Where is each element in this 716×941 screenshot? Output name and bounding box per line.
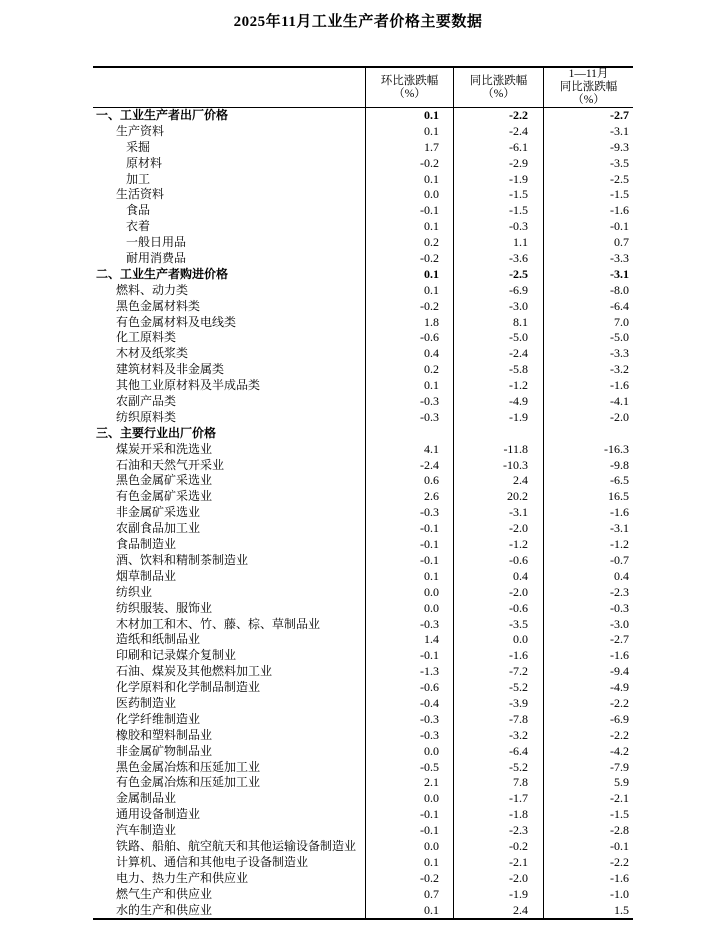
table-row xyxy=(93,283,633,299)
table-row xyxy=(93,855,633,871)
row-label: 燃气生产和供应业 xyxy=(116,886,213,901)
value-mom: 0.1 xyxy=(365,219,453,235)
value-mom: -0.1 xyxy=(365,823,453,839)
row-label: 化学原料和化学制品制造业 xyxy=(116,680,261,695)
value-ytd: -1.6 xyxy=(543,648,633,664)
value-yoy: -11.8 xyxy=(453,442,543,458)
value-mom xyxy=(365,426,453,442)
value-yoy: -2.5 xyxy=(453,267,543,283)
row-label: 酒、饮料和精制茶制造业 xyxy=(116,552,249,567)
header-ytd-column xyxy=(543,68,633,107)
row-label: 黑色金属冶炼和压延加工业 xyxy=(116,759,261,774)
table-row xyxy=(93,680,633,696)
value-ytd: -3.3 xyxy=(543,346,633,362)
row-label: 汽车制造业 xyxy=(116,823,177,838)
value-yoy xyxy=(453,426,543,442)
row-label: 木材及纸浆类 xyxy=(116,346,189,361)
table-row xyxy=(93,775,633,791)
value-mom: 0.0 xyxy=(365,839,453,855)
value-ytd: -2.3 xyxy=(543,585,633,601)
row-label: 纺织原料类 xyxy=(116,409,177,424)
value-ytd: -3.1 xyxy=(543,267,633,283)
table-row xyxy=(93,346,633,362)
header-mom-line2: （%） xyxy=(393,87,426,100)
value-ytd: -3.0 xyxy=(543,617,633,633)
value-ytd: -2.0 xyxy=(543,410,633,426)
value-yoy: -2.4 xyxy=(453,124,543,140)
value-ytd: -7.9 xyxy=(543,760,633,776)
table-row xyxy=(93,712,633,728)
header-ytd-line2: 同比涨跌幅 xyxy=(559,81,618,93)
value-ytd: 1.5 xyxy=(543,903,633,919)
value-yoy: 0.4 xyxy=(453,569,543,585)
row-label: 黑色金属矿采选业 xyxy=(116,473,213,488)
row-label: 有色金属冶炼和压延加工业 xyxy=(116,775,261,790)
table-row xyxy=(93,521,633,537)
value-mom: 0.1 xyxy=(365,378,453,394)
value-mom: -0.2 xyxy=(365,299,453,315)
row-label: 非金属矿采选业 xyxy=(116,505,201,520)
value-ytd: 16.5 xyxy=(543,489,633,505)
value-ytd: -9.8 xyxy=(543,458,633,474)
row-label: 铁路、船舶、航空航天和其他运输设备制造业 xyxy=(116,838,357,853)
value-ytd: -0.1 xyxy=(543,219,633,235)
row-label: 农副产品类 xyxy=(116,394,177,409)
row-label: 电力、热力生产和供应业 xyxy=(116,870,249,885)
value-mom: -0.3 xyxy=(365,728,453,744)
value-mom: 2.1 xyxy=(365,775,453,791)
row-label: 化工原料类 xyxy=(116,330,177,345)
table-row xyxy=(93,632,633,648)
value-mom: 0.1 xyxy=(365,903,453,919)
row-label: 采掘 xyxy=(126,139,151,154)
value-yoy: -3.2 xyxy=(453,728,543,744)
table-row xyxy=(93,156,633,172)
value-ytd: -2.2 xyxy=(543,696,633,712)
value-ytd: -2.2 xyxy=(543,855,633,871)
table-row xyxy=(93,553,633,569)
table-row xyxy=(93,648,633,664)
header-yoy-line1: 同比涨跌幅 xyxy=(469,74,528,87)
row-label: 纺织业 xyxy=(116,584,153,599)
header-label-column xyxy=(93,68,365,107)
value-yoy: -1.8 xyxy=(453,807,543,823)
row-label: 食品 xyxy=(126,203,151,218)
value-mom: -0.1 xyxy=(365,203,453,219)
value-yoy: -1.2 xyxy=(453,378,543,394)
value-mom: -0.6 xyxy=(365,330,453,346)
table-row xyxy=(93,664,633,680)
value-mom: 0.2 xyxy=(365,362,453,378)
header-mom-line1: 环比涨跌幅 xyxy=(380,74,439,87)
value-mom: -0.2 xyxy=(365,871,453,887)
value-ytd: -1.5 xyxy=(543,187,633,203)
value-ytd: -6.4 xyxy=(543,299,633,315)
row-label: 一般日用品 xyxy=(126,235,187,250)
table-row xyxy=(93,569,633,585)
header-ytd-line3: （%） xyxy=(572,94,605,106)
row-label: 橡胶和塑料制品业 xyxy=(116,727,213,742)
table-row xyxy=(93,458,633,474)
row-label: 有色金属矿采选业 xyxy=(116,489,213,504)
table-row xyxy=(93,251,633,267)
value-ytd: -2.8 xyxy=(543,823,633,839)
value-yoy: -1.9 xyxy=(453,410,543,426)
value-yoy: -3.1 xyxy=(453,505,543,521)
value-yoy: -3.0 xyxy=(453,299,543,315)
value-ytd: -9.3 xyxy=(543,140,633,156)
value-mom: 0.1 xyxy=(365,855,453,871)
header-mom-column xyxy=(365,68,453,107)
row-label: 烟草制品业 xyxy=(116,568,177,583)
table-row xyxy=(93,807,633,823)
page-title: 2025年11月工业生产者价格主要数据 xyxy=(233,14,483,30)
value-ytd: -2.1 xyxy=(543,791,633,807)
value-mom: 0.1 xyxy=(365,172,453,188)
table-row xyxy=(93,728,633,744)
value-ytd: -5.0 xyxy=(543,330,633,346)
value-yoy: -5.8 xyxy=(453,362,543,378)
table-row xyxy=(93,839,633,855)
value-mom: 0.1 xyxy=(365,283,453,299)
value-mom: -0.2 xyxy=(365,251,453,267)
value-yoy: -7.2 xyxy=(453,664,543,680)
value-yoy: -1.5 xyxy=(453,187,543,203)
value-mom: 1.7 xyxy=(365,140,453,156)
row-label: 造纸和纸制品业 xyxy=(116,632,201,647)
value-yoy: -2.0 xyxy=(453,871,543,887)
row-label: 石油、煤炭及其他燃料加工业 xyxy=(116,664,273,679)
value-yoy: -0.3 xyxy=(453,219,543,235)
table-row xyxy=(93,601,633,617)
value-mom: -0.3 xyxy=(365,410,453,426)
row-label: 有色金属材料及电线类 xyxy=(116,314,237,329)
value-ytd: -3.5 xyxy=(543,156,633,172)
value-mom: -2.4 xyxy=(365,458,453,474)
value-ytd: 5.9 xyxy=(543,775,633,791)
row-label: 煤炭开采和洗选业 xyxy=(116,441,213,456)
value-yoy: 2.4 xyxy=(453,473,543,489)
value-mom: -0.1 xyxy=(365,521,453,537)
row-label: 医药制造业 xyxy=(116,695,177,710)
table-row xyxy=(93,442,633,458)
table-row xyxy=(93,473,633,489)
value-yoy: -0.6 xyxy=(453,553,543,569)
value-yoy: -3.6 xyxy=(453,251,543,267)
value-ytd xyxy=(543,426,633,442)
value-mom: 2.6 xyxy=(365,489,453,505)
value-mom: -0.5 xyxy=(365,760,453,776)
row-label: 农副食品加工业 xyxy=(116,521,201,536)
value-yoy: -5.0 xyxy=(453,330,543,346)
value-ytd: -4.1 xyxy=(543,394,633,410)
row-label: 生活资料 xyxy=(116,187,165,202)
row-label: 木材加工和木、竹、藤、棕、草制品业 xyxy=(116,616,321,631)
value-mom: -0.1 xyxy=(365,537,453,553)
table-row xyxy=(93,108,633,124)
table-row xyxy=(93,315,633,331)
row-label: 化学纤维制造业 xyxy=(116,711,201,726)
row-label: 水的生产和供应业 xyxy=(116,902,213,917)
row-label: 食品制造业 xyxy=(116,537,177,552)
value-ytd: -9.4 xyxy=(543,664,633,680)
value-ytd: -6.5 xyxy=(543,473,633,489)
value-mom: 1.4 xyxy=(365,632,453,648)
value-yoy: -6.4 xyxy=(453,744,543,760)
value-ytd: -3.2 xyxy=(543,362,633,378)
value-mom: 0.0 xyxy=(365,187,453,203)
value-mom: -0.1 xyxy=(365,553,453,569)
value-yoy: -1.6 xyxy=(453,648,543,664)
row-label: 耐用消费品 xyxy=(126,251,187,266)
row-label: 二、工业生产者购进价格 xyxy=(96,266,229,281)
table-row xyxy=(93,617,633,633)
table-row xyxy=(93,203,633,219)
value-ytd: -8.0 xyxy=(543,283,633,299)
value-mom: 0.4 xyxy=(365,346,453,362)
value-yoy: -1.9 xyxy=(453,887,543,903)
table-row xyxy=(93,140,633,156)
value-mom: 0.1 xyxy=(365,108,453,124)
value-yoy: -2.1 xyxy=(453,855,543,871)
value-yoy: -1.2 xyxy=(453,537,543,553)
table-row xyxy=(93,887,633,903)
value-yoy: 0.0 xyxy=(453,632,543,648)
value-mom: -0.3 xyxy=(365,617,453,633)
value-mom: 1.8 xyxy=(365,315,453,331)
value-mom: 0.6 xyxy=(365,473,453,489)
value-ytd: -1.6 xyxy=(543,378,633,394)
row-label: 一、工业生产者出厂价格 xyxy=(96,108,229,122)
value-mom: -0.3 xyxy=(365,712,453,728)
value-mom: -0.1 xyxy=(365,648,453,664)
row-label: 建筑材料及非金属类 xyxy=(116,362,225,377)
value-ytd: 0.7 xyxy=(543,235,633,251)
value-yoy: -7.8 xyxy=(453,712,543,728)
header-ytd-line1: 1—11月 xyxy=(568,68,609,80)
row-label: 黑色金属材料类 xyxy=(116,298,201,313)
table-row xyxy=(93,362,633,378)
row-label: 其他工业原材料及半成品类 xyxy=(116,378,261,393)
value-mom: -0.2 xyxy=(365,156,453,172)
value-yoy: -10.3 xyxy=(453,458,543,474)
table-row xyxy=(93,410,633,426)
table-row xyxy=(93,299,633,315)
value-yoy: 7.8 xyxy=(453,775,543,791)
value-ytd: -2.7 xyxy=(543,632,633,648)
value-ytd: -4.2 xyxy=(543,744,633,760)
table-body xyxy=(93,108,633,920)
value-yoy: -2.0 xyxy=(453,521,543,537)
value-mom: -1.3 xyxy=(365,664,453,680)
value-yoy: 8.1 xyxy=(453,315,543,331)
table-row xyxy=(93,235,633,251)
value-mom: 0.0 xyxy=(365,791,453,807)
value-yoy: -2.0 xyxy=(453,585,543,601)
row-label: 加工 xyxy=(126,171,151,186)
value-ytd: -3.3 xyxy=(543,251,633,267)
table-row xyxy=(93,267,633,283)
value-ytd: -0.7 xyxy=(543,553,633,569)
table-row xyxy=(93,378,633,394)
value-yoy: -6.1 xyxy=(453,140,543,156)
table-row xyxy=(93,330,633,346)
value-yoy: -6.9 xyxy=(453,283,543,299)
price-data-table xyxy=(93,66,633,920)
value-mom: -0.4 xyxy=(365,696,453,712)
value-ytd: -1.0 xyxy=(543,887,633,903)
value-ytd: -4.9 xyxy=(543,680,633,696)
value-yoy: -4.9 xyxy=(453,394,543,410)
value-ytd: -1.6 xyxy=(543,505,633,521)
table-row xyxy=(93,172,633,188)
table-row xyxy=(93,426,633,442)
table-row xyxy=(93,791,633,807)
row-label: 原材料 xyxy=(126,155,163,170)
value-ytd: -1.6 xyxy=(543,203,633,219)
value-yoy: -0.6 xyxy=(453,601,543,617)
value-yoy: -5.2 xyxy=(453,760,543,776)
row-label: 非金属矿物制品业 xyxy=(116,743,213,758)
value-mom: 0.1 xyxy=(365,569,453,585)
value-yoy: -0.2 xyxy=(453,839,543,855)
value-yoy: -2.3 xyxy=(453,823,543,839)
value-yoy: 1.1 xyxy=(453,235,543,251)
table-row xyxy=(93,394,633,410)
value-ytd: -0.1 xyxy=(543,839,633,855)
row-label: 印刷和记录媒介复制业 xyxy=(116,648,237,663)
table-row xyxy=(93,760,633,776)
value-ytd: -2.7 xyxy=(543,108,633,124)
value-yoy: -2.9 xyxy=(453,156,543,172)
value-ytd: 7.0 xyxy=(543,315,633,331)
value-ytd: -1.6 xyxy=(543,871,633,887)
value-mom: 0.2 xyxy=(365,235,453,251)
row-label: 计算机、通信和其他电子设备制造业 xyxy=(116,854,309,869)
value-mom: 0.0 xyxy=(365,585,453,601)
table-row xyxy=(93,585,633,601)
value-ytd: -0.3 xyxy=(543,601,633,617)
table-row xyxy=(93,489,633,505)
value-yoy: -3.5 xyxy=(453,617,543,633)
table-row xyxy=(93,124,633,140)
value-ytd: -16.3 xyxy=(543,442,633,458)
value-yoy: -1.9 xyxy=(453,172,543,188)
value-yoy: 2.4 xyxy=(453,903,543,919)
value-mom: -0.1 xyxy=(365,807,453,823)
value-mom: -0.6 xyxy=(365,680,453,696)
value-yoy: -1.7 xyxy=(453,791,543,807)
value-ytd: 0.4 xyxy=(543,569,633,585)
table-row xyxy=(93,537,633,553)
table-header xyxy=(93,66,633,108)
value-yoy: 20.2 xyxy=(453,489,543,505)
row-label: 三、主要行业出厂价格 xyxy=(96,425,217,440)
row-label: 衣着 xyxy=(126,219,151,234)
row-label: 金属制品业 xyxy=(116,791,177,806)
value-mom: 0.7 xyxy=(365,887,453,903)
table-row xyxy=(93,903,633,919)
value-yoy: -2.2 xyxy=(453,108,543,124)
value-yoy: -5.2 xyxy=(453,680,543,696)
row-label: 生产资料 xyxy=(116,123,165,138)
value-ytd: -1.2 xyxy=(543,537,633,553)
value-yoy: -2.4 xyxy=(453,346,543,362)
value-ytd: -3.1 xyxy=(543,521,633,537)
table-row xyxy=(93,505,633,521)
value-yoy: -1.5 xyxy=(453,203,543,219)
row-label: 燃料、动力类 xyxy=(116,282,189,297)
value-ytd: -3.1 xyxy=(543,124,633,140)
row-label: 石油和天然气开采业 xyxy=(116,457,225,472)
value-mom: 0.0 xyxy=(365,601,453,617)
table-row xyxy=(93,219,633,235)
value-ytd: -6.9 xyxy=(543,712,633,728)
row-label: 纺织服装、服饰业 xyxy=(116,600,213,615)
table-row xyxy=(93,871,633,887)
value-mom: 0.1 xyxy=(365,124,453,140)
value-ytd: -2.5 xyxy=(543,172,633,188)
value-mom: 4.1 xyxy=(365,442,453,458)
table-row xyxy=(93,187,633,203)
header-yoy-column xyxy=(453,68,543,107)
table-row xyxy=(93,696,633,712)
value-mom: -0.3 xyxy=(365,505,453,521)
value-ytd: -1.5 xyxy=(543,807,633,823)
value-ytd: -2.2 xyxy=(543,728,633,744)
table-row xyxy=(93,823,633,839)
header-yoy-line2: （%） xyxy=(482,87,515,100)
value-mom: 0.0 xyxy=(365,744,453,760)
value-mom: -0.3 xyxy=(365,394,453,410)
table-row xyxy=(93,744,633,760)
value-mom: 0.1 xyxy=(365,267,453,283)
value-yoy: -3.9 xyxy=(453,696,543,712)
row-label: 通用设备制造业 xyxy=(116,807,201,822)
